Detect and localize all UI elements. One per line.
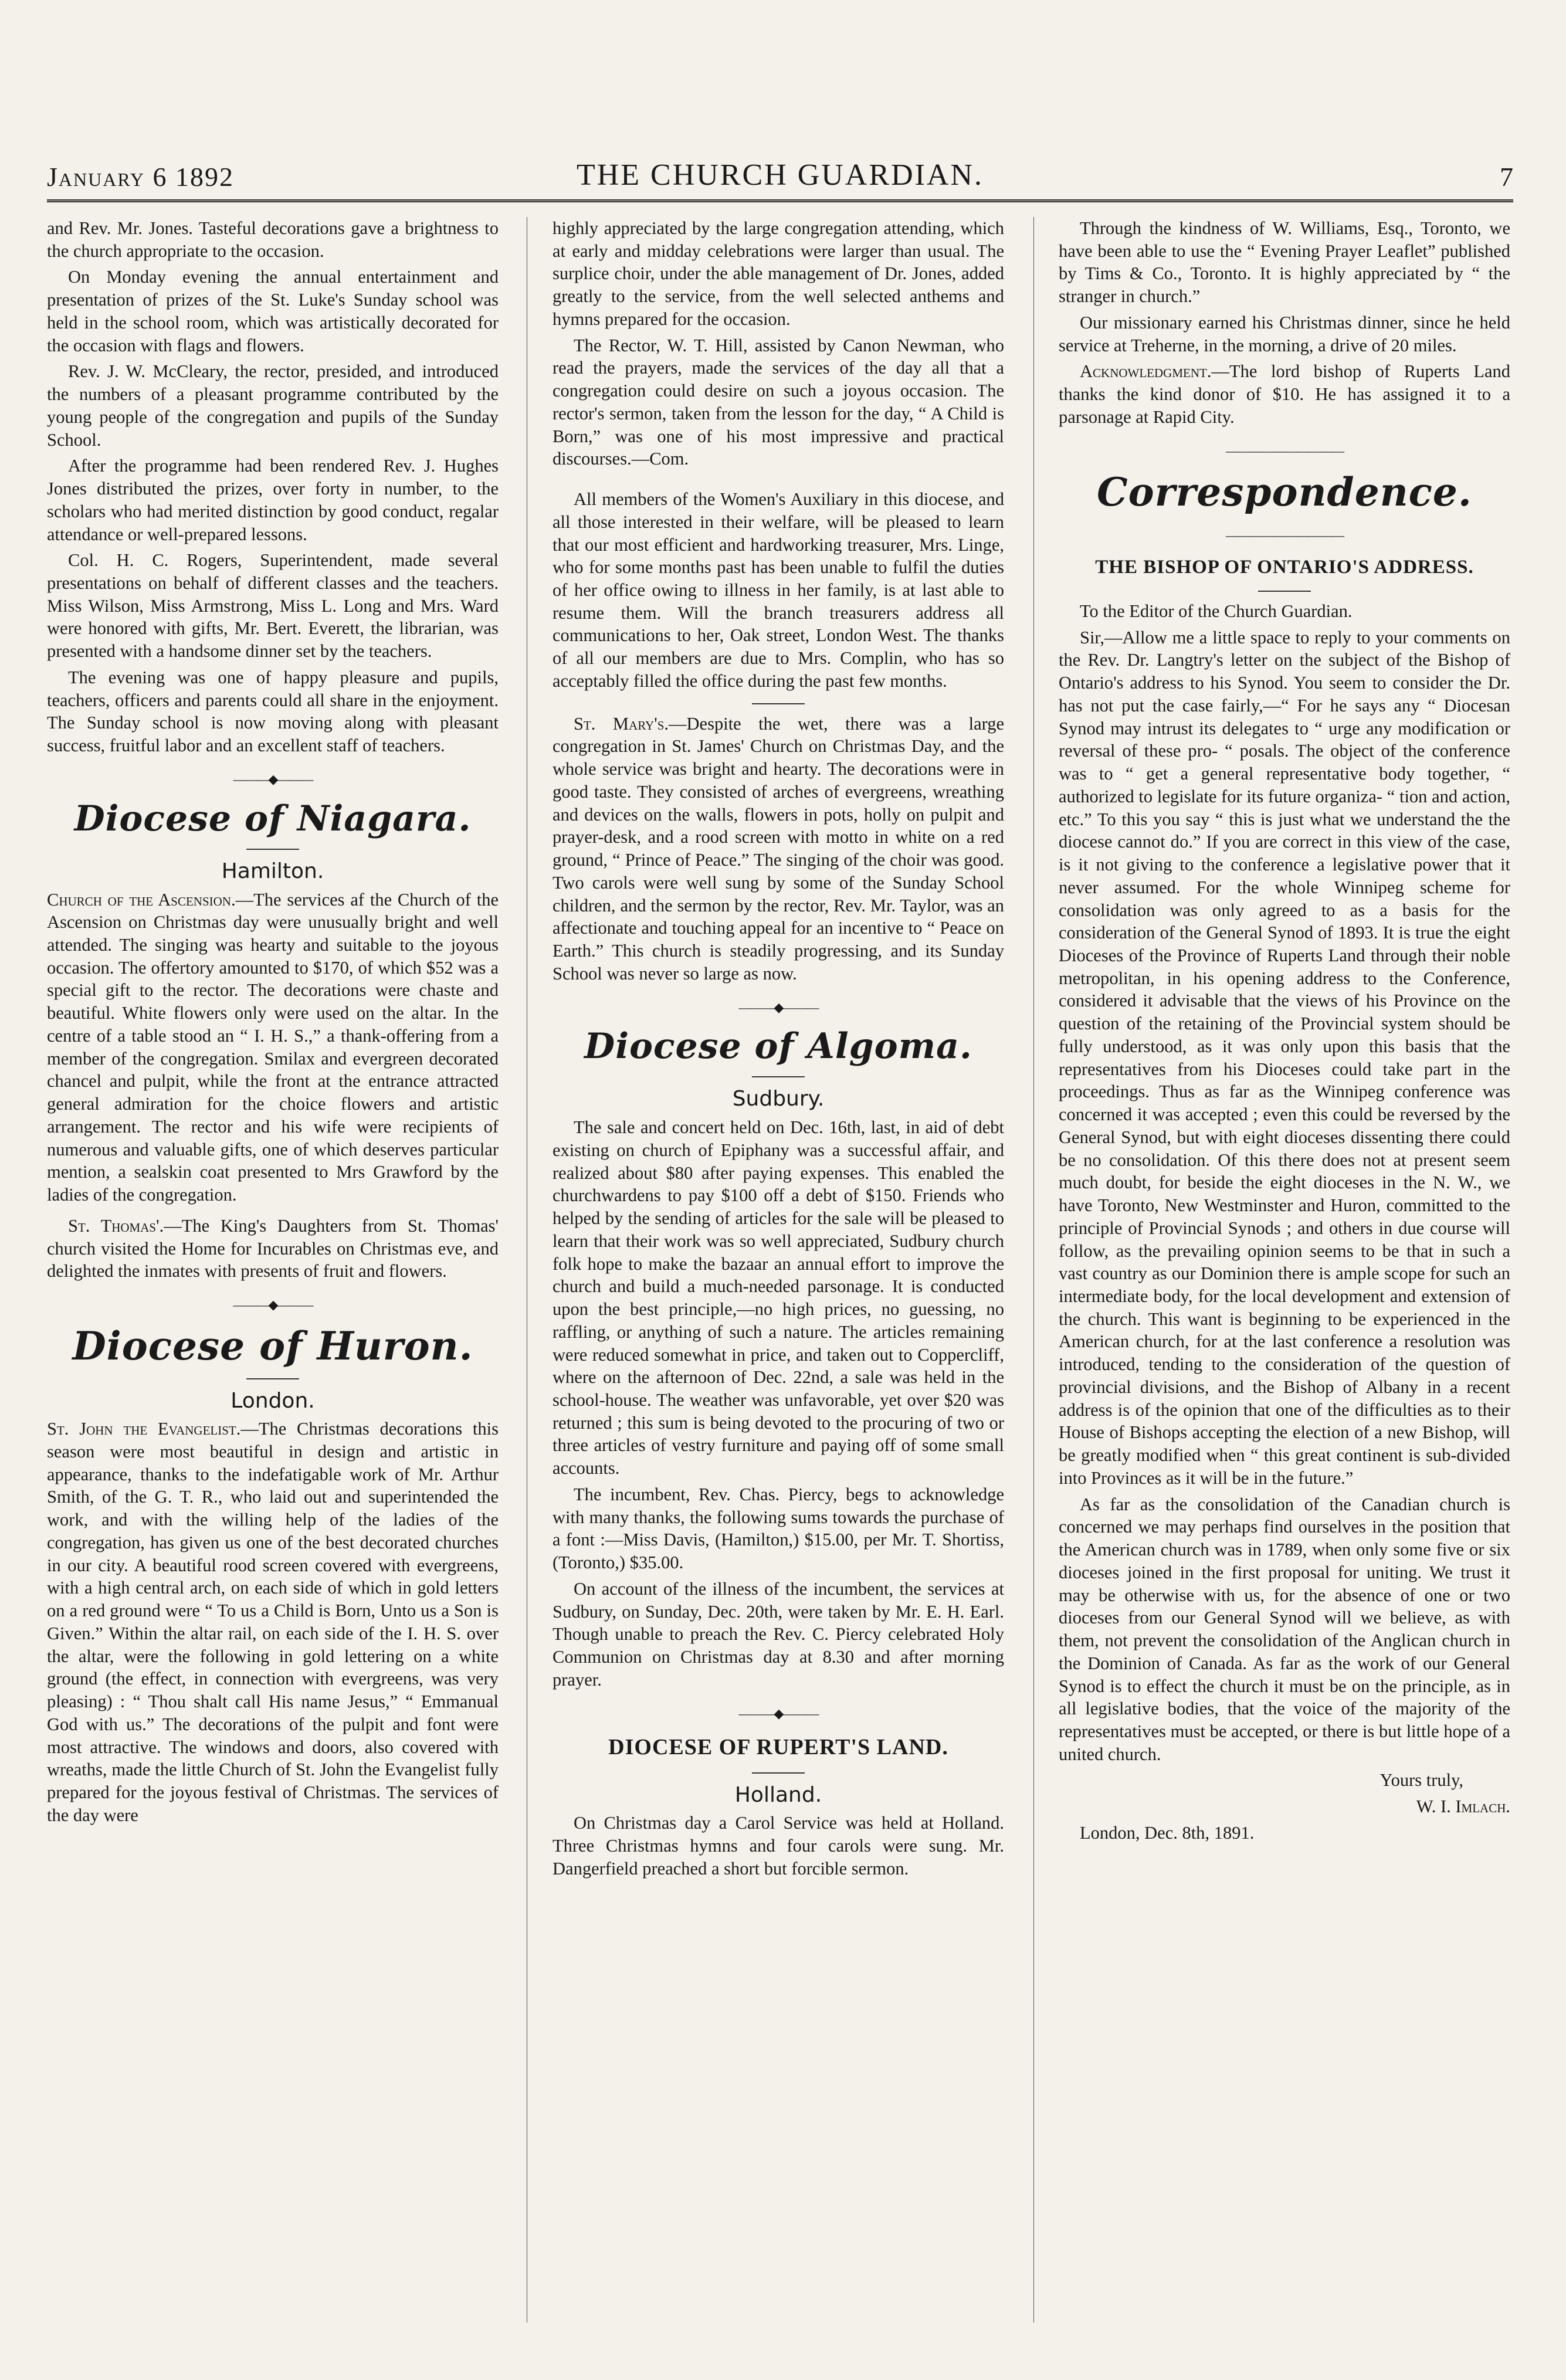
- masthead-title: THE CHURCH GUARDIAN.: [576, 158, 984, 192]
- lead-in: St. John the Evangelist.: [47, 1419, 241, 1439]
- paragraph: The evening was one of happy pleasure and pupils, teachers, officers and parents could all share in the enjoyment. The Sunday school is now moving along with pleasant success, fruitful labor and an excellent staff of teachers.: [47, 667, 499, 756]
- article-ascension: [47, 889, 499, 1206]
- page-header: [47, 147, 1513, 202]
- section-heading-ruperts-land: DIOCESE OF RUPERT'S LAND.: [608, 1735, 948, 1760]
- place-heading-holland: Holland.: [734, 1782, 822, 1807]
- paragraph: The sale and concert held on Dec. 16th, last, in aid of debt existing on church of Epiphany was a successful affair, and realized about $80 after paying expenses. This enabled the churchwardens to pay $100 off a debt of $150. Friends who helped by the sending of articles for the sale will be pleased to learn that their work was so well appreciated, Sudbury church folk hope to make the bazaar an annual effort to improve the church and build a much-needed parsonage. It is conducted upon the best principle,—no high prices, no guessing, no raffling, or anything of such a nature. The articles remaining were reduced somewhat in price, and taken out to Coppercliff, where on the afternoon of Dec. 22nd, a sale was held in the school-house. The weather was unfavorable, yet over $20 was returned ; this sum is being devoted to the procuring of two or three articles of vestry furniture and paying off of some small accounts.: [552, 1117, 1004, 1479]
- letter-paragraph: As far as the consolidation of the Canadian church is concerned we may perhaps find ourselves in the position that the American church was in 1789, when only some five or six dioceses joined in the first proposal for uniting. We trust it may be otherwise with us, for the absence of one or two dioceses from our General Synod will we believe, as with them, not prevent the consolidation of the Anglican church in the Dominion of Canada. As far as the work of our General Synod is to effect the church it must be on the principle, as in all legislative bodies, that the voice of the majority of the representatives must be accepted, or there is but little hope of a united church.: [1059, 1494, 1510, 1764]
- article-text: —The services af the Church of the Ascension on Christmas day were unusually bright and well attended. The singing was hearty and suitable to the joyous occasion. The offertory amounted to $170, of which $52 was a special gift to the rector. The decorations were chaste and beautiful. White flowers only were used on the altar. In the centre of a table stood an “ I. H. S.,” a thank-offering from a member of the congregation. Smilax and evergreen decorated chancel and pulpit, while the front at the entrance attracted general admiration for the choice flowers and artistic arrangement. The rector and his wife were recipients of numerous and valuable gifts, one of which deserves particular mention, a sealskin coat presented to Mrs Grawford by the ladies of the congregation.: [47, 889, 499, 1205]
- letter-signature: W. I. Imlach.: [1416, 1796, 1510, 1817]
- column-rule: [1033, 217, 1034, 2323]
- letter-address: To the Editor of the Church Guardian.: [1080, 601, 1353, 621]
- article-acknowledgment: [1059, 360, 1510, 428]
- article-text: —The King's Daughters from St. Thomas' church visited the Home for Incurables on Christmas eve, and delighted the inmates with presents of fruit and flowers.: [47, 1215, 499, 1281]
- article-text: —The lord bishop of Ruperts Land thanks the kind donor of $10. He has assigned it to a parsonage at Rapid City.: [1059, 361, 1510, 427]
- article-st-marys: [552, 713, 1004, 985]
- paragraph: Rev. J. W. McCleary, the rector, presided, and introduced the numbers of a pleasant programme contributed by the young people of the congregation and pupils of the Sunday School.: [47, 361, 499, 450]
- place-heading-hamilton: Hamilton.: [221, 859, 324, 883]
- divider: ——————————: [1226, 528, 1343, 543]
- paragraph: Our missionary earned his Christmas dinner, since he held service at Treherne, in the morning, a drive of 20 miles.: [1059, 312, 1510, 355]
- place-heading-sudbury: Sudbury.: [732, 1087, 825, 1111]
- lead-in: Church of the Ascension.: [47, 889, 236, 910]
- column-3: [1059, 217, 1510, 2334]
- letter-paragraph: Sir,—Allow me a little space to reply to your comments on the Rev. Dr. Langtry's letter on the subject of the Bishop of Ontario's address to his Synod. You seem to consider the Dr. has not put the case fairly,—“ For he says any “ Diocesan Synod may intrust its delegates to “ urge any modification or reversal of these pro- “ posals. The object of the conference was to “ get a general representative body together, “ authorized to legislate for its future organiza- “ tion and action, etc.” To this you say “ this is just what we understand the the diocese cannot do.” If you are correct in this view of the case, is it not giving to the conference a legislative power that it never assumed. For the whole Winnipeg scheme for consolidation was only agreed to as a basis for the consideration of the General Synod of 1893. It is true the eight Dioceses of the Province of Ruperts Land through their noble metropolitan, in his opening address to the Conference, considered it advisable that the views of his Province on the question of the retaining of the Provincial system should be fully understood, as it was only upon this basis that the representatives from his Dioceses could take part in the proceedings. Thus as far as the Winnipeg conference was concerned it was accepted ; even this could be reversed by the General Synod, but with eight dioceses dissenting there could be no consolidation. Of this there does not at present seem much doubt, for beside the eight dioceses in the N. W., we have Toronto, New Westminster and Huron, committed to the principle of Provincial Synods ; and others in due course will follow, as the prevailing opinion seems to be that in such a vast country as our Dominion there is ample scope for such an intermediate body, for the local development and extension of the church. This want is beginning to be experienced in the American church, for at the last conference a resolution was introduced, tending to the consideration of the question of provincial divisions, and the Bishop of Albany in a recent address is of the opinion that one of the difficulties as to their House of Bishops accepting the election of a new Bishop, will be greatly modified when “ this great continent is sub-divided into Provinces as it will be in the future.”: [1059, 627, 1510, 1488]
- short-rule: [246, 849, 299, 850]
- section-heading-niagara: Diocese of Niagara.: [74, 798, 472, 839]
- paragraph: After the programme had been rendered Rev. J. Hughes Jones distributed the prizes, over forty in number, to the scholars who had merited distinction by good conduct, regalar attendance or well-prepared lessons.: [47, 456, 499, 544]
- short-rule: [246, 1378, 299, 1379]
- short-rule: [1258, 591, 1311, 592]
- ornamental-divider: ———◆———: [738, 999, 818, 1015]
- section-heading-correspondence: Correspondence.: [1097, 469, 1472, 515]
- letter-closing: Yours truly,: [1379, 1770, 1463, 1791]
- short-rule: [752, 703, 805, 704]
- letter-date: London, Dec. 8th, 1891.: [1080, 1822, 1255, 1843]
- short-rule: [752, 1076, 805, 1077]
- article-st-thomas: [47, 1215, 499, 1283]
- column-1: [47, 217, 499, 2334]
- paragraph: Through the kindness of W. Williams, Esq., Toronto, we have been able to use the “ Evening Prayer Leaflet” published by Tims & Co., Toronto. It is highly appreciated by “ the stranger in church.”: [1059, 218, 1510, 307]
- paragraph: and Rev. Mr. Jones. Tasteful decorations gave a brightness to the church appropriate to the occasion.: [47, 218, 499, 261]
- ornamental-divider: ——————————: [1226, 443, 1343, 458]
- ornamental-divider: ———◆———: [233, 1297, 313, 1313]
- paragraph: The Rector, W. T. Hill, assisted by Canon Newman, who read the prayers, made the services of the day all that a congregation could desire on such a joyous occasion. The rector's sermon, taken from the lesson for the day, “ A Child is Born,” was one of his most impressive and practical discourses.—Com.: [552, 335, 1004, 469]
- article-text: —The Christmas decorations this season were most beautiful in design and artistic in appearance, thanks to the indefatigable work of Mr. Arthur Smith, of the G. T. R., who laid out and superintended the work, and with the willing help of the ladies of the congregation, has given us one of the best decorated churches in our city. A beautiful rood screen covered with evergreens, with a high central arch, on each side of which in gold letters on a red ground were “ To us a Child is Born, Unto us a Son is Given.” Within the altar rail, on each side of the I. H. S. over the altar, were the following in gold lettering on a white ground (the effect, in connection with evergreens, was very pleasing) : “ Thou shalt call His name Jesus,” “ Emmanual God with us.” The decorations of the pulpit and font were most attractive. The windows and doors, also covered with wreaths, made the little Church of St. John the Evangelist fully prepared for the joyous festival of Christmas. The services of the day were: [47, 1419, 499, 1825]
- lead-in: St. Thomas'.: [68, 1215, 164, 1236]
- article-text: —Despite the wet, there was a large congregation in St. James' Church on Christmas Day, and the whole service was bright and hearty. The decorations were in good taste. They consisted of arches of evergreens, wreathing and devices on the walls, flowers in pots, holly on pulpit and prayer-desk, and a rood screen with motto in white on a red ground, “ Prince of Peace.” The singing of the choir was good. Two carols were well sung by some of the Sunday School children, and the sermon by the rector, Rev. Mr. Taylor, was an affectionate and touching appeal for an incentive to “ Peace on Earth.” This church is steadily progressing, and its Sunday School was never so large as now.: [552, 713, 1004, 984]
- issue-date: January 6 1892: [47, 162, 235, 192]
- paragraph: All members of the Women's Auxiliary in this diocese, and all those interested in their welfare, will be pleased to learn that our most efficient and hardworking treasurer, Mrs. Linge, who for some months past has been unable to fulfil the duties of her office owing to illness in her family, is at last able to resume them. Will the branch treasurers address all communications to her, Oak street, London West. The thanks of all our members are due to Mrs. Complin, who has so acceptably filled the office during the past few months.: [552, 489, 1004, 691]
- paragraph: Col. H. C. Rogers, Superintendent, made several presentations on behalf of different classes and the teachers. Miss Wilson, Miss Armstrong, Miss L. Long and Mrs. Ward were honored with gifts, Mr. Bert. Everett, the librarian, was presented with a handsome dinner set by the teachers.: [47, 550, 499, 662]
- newspaper-page: [47, 35, 1513, 2358]
- lead-in: Acknowledgment.: [1080, 361, 1212, 382]
- ornamental-divider: ———◆———: [233, 771, 313, 786]
- column-2: [552, 217, 1004, 2334]
- paragraph: On Monday evening the annual entertainment and presentation of prizes of the St. Luke's Sunday school was held in the school room, which was artistically decorated for the occasion with flags and flowers.: [47, 267, 499, 355]
- section-heading-huron: Diocese of Huron.: [72, 1323, 473, 1369]
- short-rule: [752, 1772, 805, 1774]
- paragraph: On account of the illness of the incumbent, the services at Sudbury, on Sunday, Dec. 20th, were taken by Mr. E. H. Earl. Though unable to preach the Rev. C. Piercy celebrated Holy Communion on Christmas day at 8.30 and after morning prayer.: [552, 1578, 1004, 1690]
- paragraph: highly appreciated by the large congregation attending, which at early and midday celebrations were larger than usual. The surplice choir, under the able management of Dr. Jones, added greatly to the service, from the well selected anthems and hymns prepared for the occasion.: [552, 218, 1004, 329]
- page-number: 7: [1500, 162, 1513, 192]
- lead-in: St. Mary's.: [574, 713, 669, 734]
- section-heading-algoma: Diocese of Algoma.: [584, 1026, 972, 1067]
- paragraph: The incumbent, Rev. Chas. Piercy, begs to acknowledge with many thanks, the following sums towards the purchase of a font :—Miss Davis, (Hamilton,) $15.00, per Mr. T. Shortiss, (Toronto,) $35.00.: [552, 1484, 1004, 1573]
- letter-title: THE BISHOP OF ONTARIO'S ADDRESS.: [1095, 557, 1474, 578]
- article-st-john: [47, 1418, 499, 1826]
- place-heading-london: London.: [231, 1388, 315, 1413]
- ornamental-divider: ———◆———: [738, 1706, 818, 1721]
- paragraph: On Christmas day a Carol Service was held at Holland. Three Christmas hymns and four carols were sung. Mr. Dangerfield preached a short but forcible sermon.: [552, 1813, 1004, 1879]
